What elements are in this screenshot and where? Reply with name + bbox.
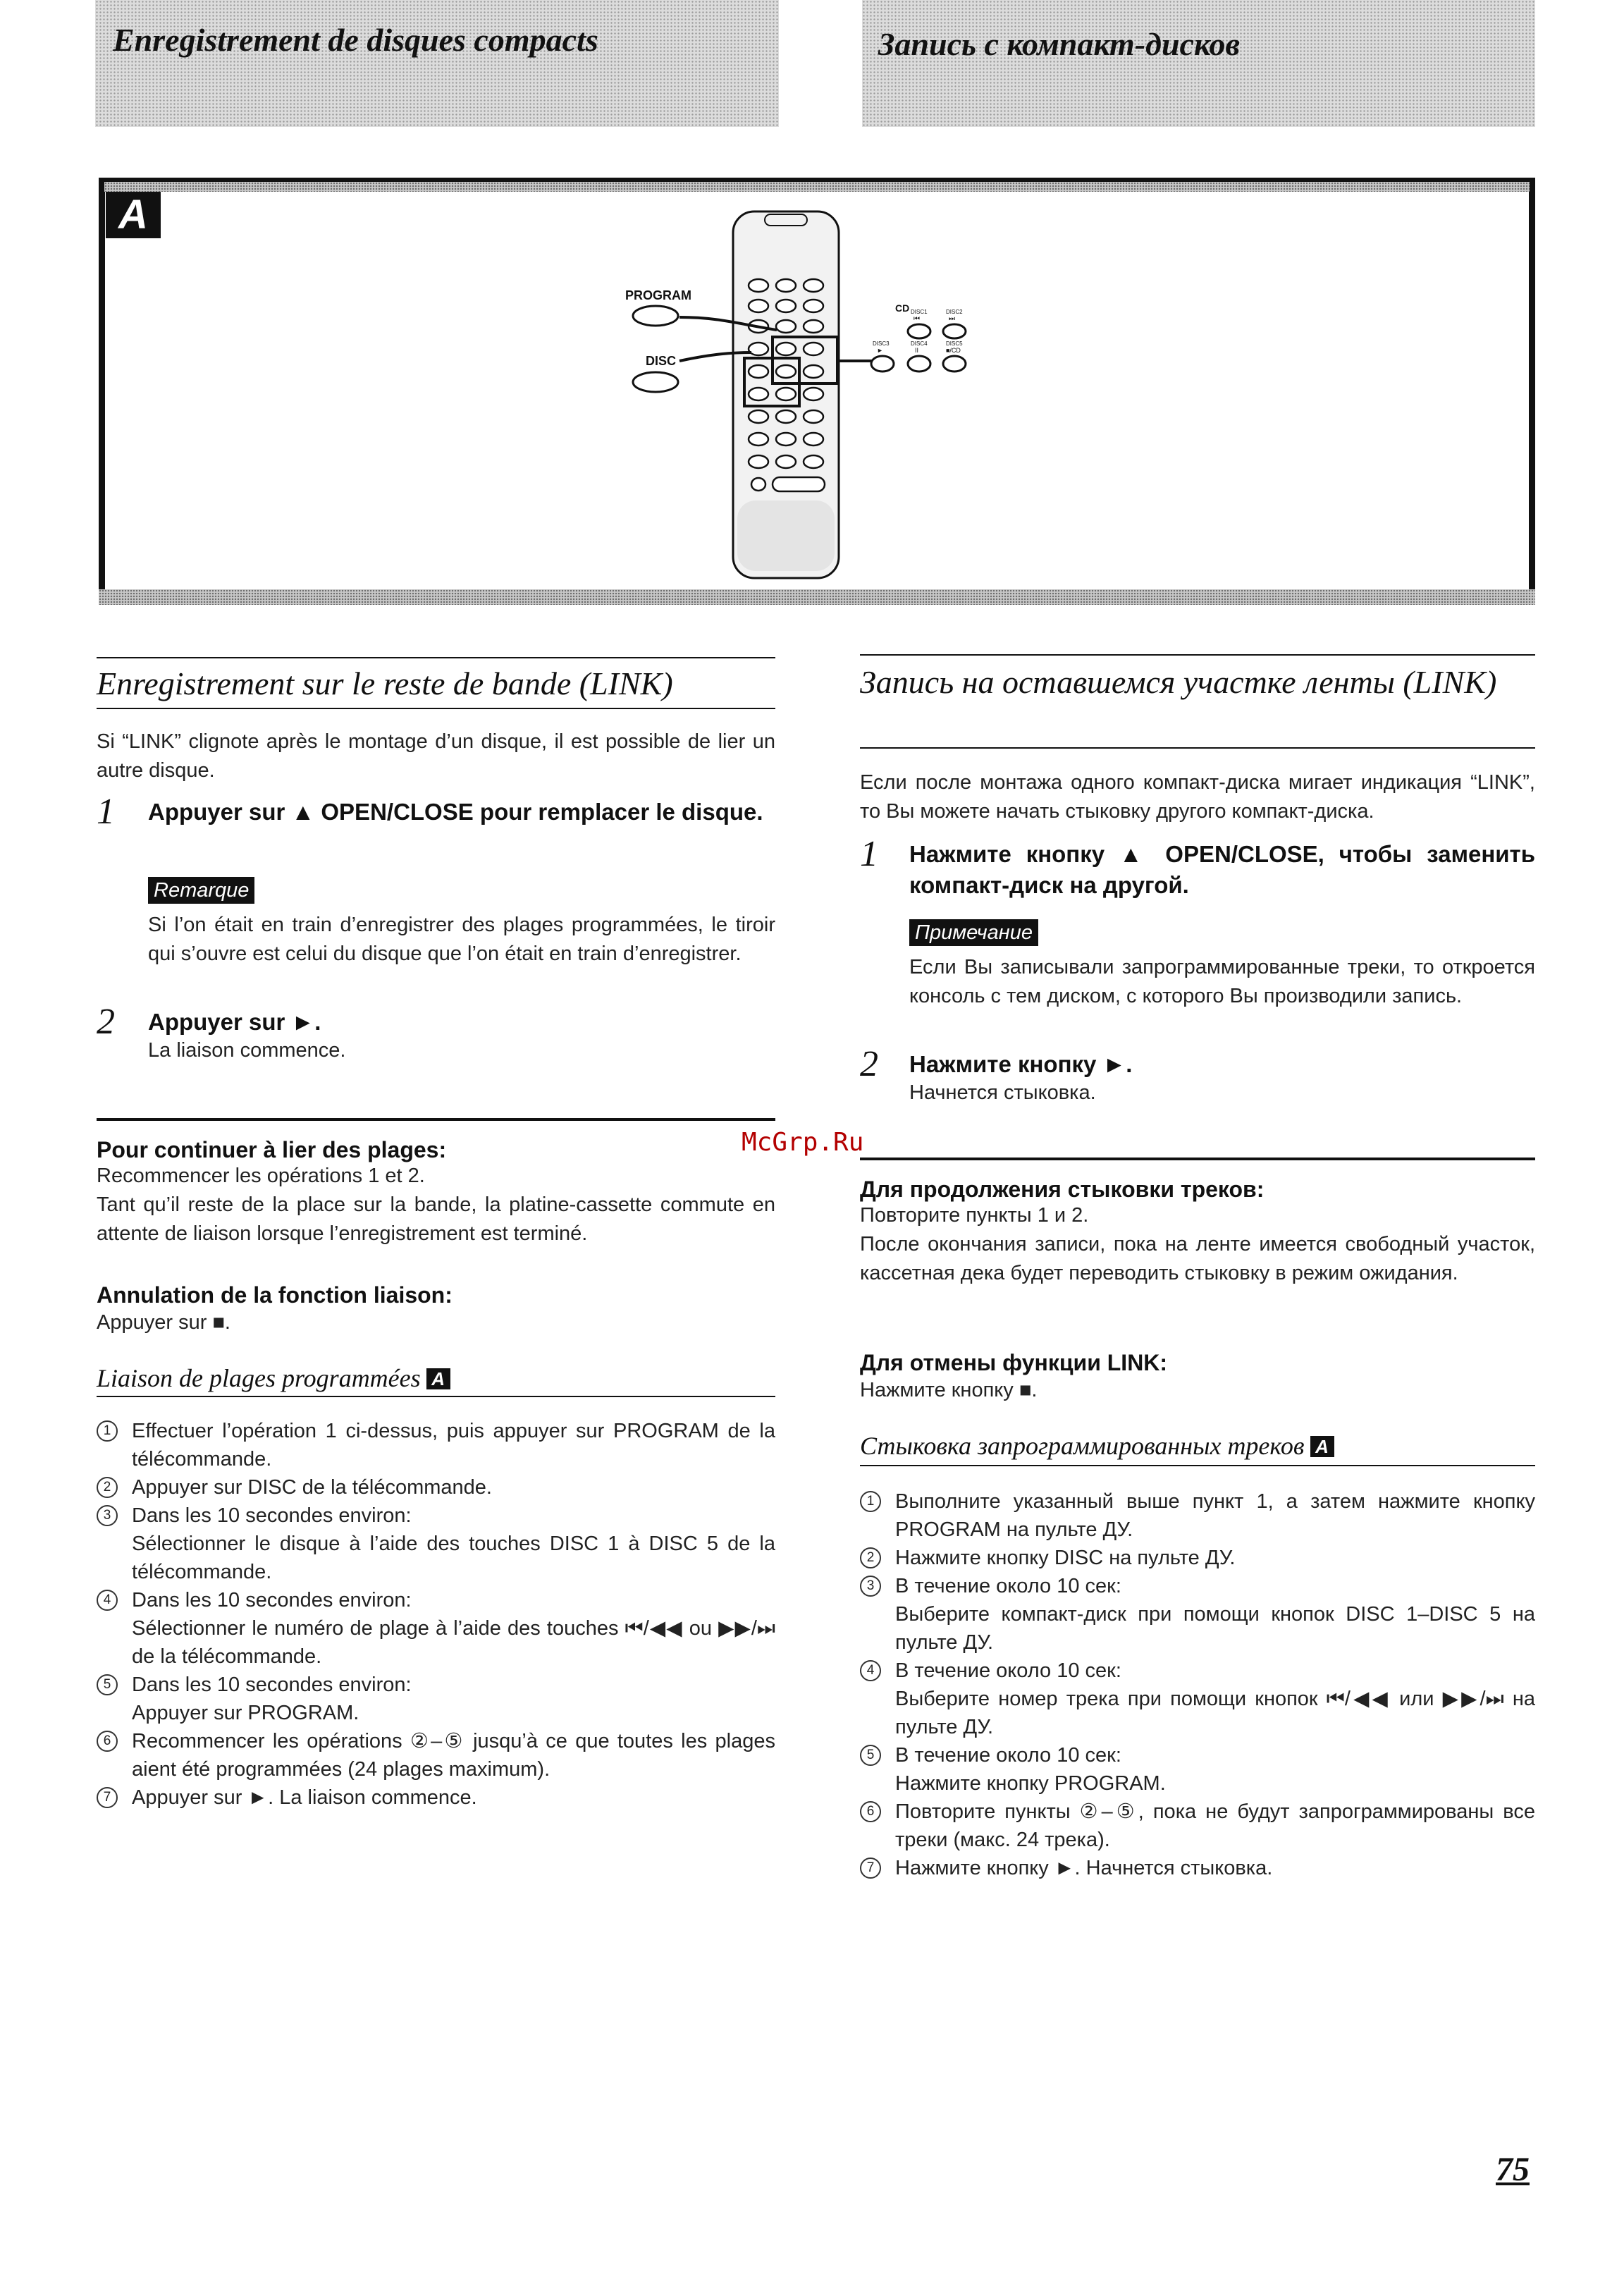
list-item-text: Выполните указанный выше пункт 1, а затем нажмите кнопку PROGRAM на пульте ДУ. — [895, 1490, 1535, 1541]
list-item-text: Appuyer sur ►. La liaison commence. — [132, 1786, 477, 1809]
ru-cancel-heading: Для отмены функции LINK: — [860, 1350, 1168, 1375]
skip-back-button — [908, 324, 930, 338]
svg-text:►: ► — [877, 347, 883, 354]
svg-text:II: II — [915, 347, 919, 354]
ru-step1-number: 1 — [860, 834, 878, 874]
list-item-text: В течение около 10 сек: — [895, 1744, 1121, 1767]
list-item-text: Dans les 10 secondes environ: — [132, 1674, 412, 1696]
list-item-number: 5 — [97, 1674, 118, 1695]
fr-title-rule-bottom — [97, 708, 775, 709]
list-item — [97, 1783, 775, 1812]
list-item-number: 7 — [97, 1787, 118, 1808]
svg-text:⏮: ⏮ — [914, 315, 920, 323]
list-item-text: Выберите номер трека при помощи кнопок ⏮/◀◀ или ▶▶/⏭ на пульте ДУ. — [895, 1688, 1535, 1738]
fr-continue-line2: Tant qu’il reste de la place sur la bande, la platine-cassette commute en attente de liaison lorsque l’enregistrement est terminé. — [97, 1193, 775, 1245]
list-item — [860, 1741, 1535, 1769]
list-item — [860, 1657, 1535, 1685]
list-item-text: Recommencer les opérations ②–⑤ jusqu’à ce que toutes les plages aient été programmées (24 plages maximum). — [132, 1730, 775, 1781]
page-number: 75 — [1496, 2151, 1530, 2188]
list-item — [97, 1502, 775, 1530]
list-item-text: Dans les 10 secondes environ: — [132, 1504, 412, 1527]
fr-rule-continue — [97, 1118, 775, 1121]
list-item — [97, 1614, 775, 1671]
fr-subsection-title-text: Liaison de plages programmées — [97, 1364, 421, 1392]
list-item-text: Sélectionner le numéro de plage à l’aide des touches ⏮/◀◀ ou ▶▶/⏭ de la télécommande. — [132, 1617, 775, 1668]
ru-note-label: Примечание — [909, 919, 1038, 946]
program-label: PROGRAM — [625, 288, 691, 302]
pause-button — [908, 356, 930, 372]
list-item-text: Нажмите кнопку PROGRAM. — [895, 1772, 1166, 1795]
list-item — [97, 1530, 775, 1586]
ru-step1-text: Нажмите кнопку ▲ OPEN/CLOSE, чтобы заменить компакт-диск на другой. — [909, 841, 1535, 898]
fr-note-text: Si l’on était en train d’enregistrer des plages programmées, le tiroir qui s’ouvre est celui du disque que l’on était en train d’enregistrer. — [148, 914, 775, 965]
fr-step2-sub: La liaison commence. — [148, 1039, 346, 1062]
fr-step1-number: 1 — [97, 792, 115, 832]
list-item-number: 6 — [860, 1801, 881, 1822]
fr-subsection-title — [97, 1362, 775, 1394]
play-button — [871, 356, 894, 372]
disc2-label: DISC2 — [946, 309, 963, 315]
remote-control-illustration — [606, 204, 1029, 585]
list-item — [97, 1699, 775, 1727]
ru-continue-line1: Повторите пункты 1 и 2. — [860, 1204, 1089, 1227]
list-item-number: 3 — [97, 1505, 118, 1526]
list-item — [860, 1544, 1535, 1572]
ru-section-title: Запись на оставшемся участке ленты (LINK) — [860, 664, 1497, 700]
fr-section-title: Enregistrement sur le reste de bande (LINK) — [97, 665, 673, 701]
list-item-number: 3 — [860, 1576, 881, 1597]
list-item — [860, 1572, 1535, 1600]
list-item-number: 6 — [97, 1731, 118, 1752]
list-item-number: 1 — [860, 1491, 881, 1512]
fr-step2-number: 2 — [97, 1002, 115, 1042]
fr-steps-list — [97, 1417, 775, 1812]
ru-step2-sub: Начнется стыковка. — [909, 1081, 1096, 1104]
list-item-number: 7 — [860, 1858, 881, 1879]
ru-subsection-badge: A — [1310, 1436, 1334, 1457]
list-item — [860, 1685, 1535, 1741]
ru-step2-number: 2 — [860, 1044, 878, 1084]
header-title-fr: Enregistrement de disques compacts — [113, 22, 598, 58]
header-title-ru: Запись с компакт-дисков — [878, 26, 1241, 62]
program-button — [633, 306, 678, 326]
ru-title-rule-bottom — [860, 747, 1535, 749]
fr-cancel-text: Appuyer sur ■. — [97, 1311, 230, 1334]
list-item-text: Dans les 10 secondes environ: — [132, 1589, 412, 1611]
ru-continue-heading: Для продолжения стыковки треков: — [860, 1177, 1265, 1202]
list-item — [860, 1798, 1535, 1854]
stop-cd-label: ■/CD — [946, 347, 961, 354]
disc4-label: DISC4 — [911, 340, 928, 347]
ru-rule-continue — [860, 1158, 1535, 1160]
list-item — [860, 1600, 1535, 1657]
list-item-text: Нажмите кнопку ►. Начнется стыковка. — [895, 1857, 1273, 1879]
fr-continue-heading: Pour continuer à lier des plages: — [97, 1137, 447, 1162]
list-item — [97, 1417, 775, 1473]
figure-frame-top-band — [104, 182, 1530, 192]
ru-step2-text: Нажмите кнопку ►. — [909, 1051, 1133, 1077]
list-item-number: 2 — [97, 1477, 118, 1498]
ru-steps-list — [860, 1487, 1535, 1882]
svg-text:⏭: ⏭ — [949, 315, 955, 323]
skip-forward-button — [943, 324, 966, 338]
header-band-right — [862, 0, 1535, 127]
list-item-text: Нажмите кнопку DISC на пульте ДУ. — [895, 1547, 1236, 1569]
ru-cancel-text: Нажмите кнопку ■. — [860, 1379, 1038, 1401]
ru-title-rule-top — [860, 654, 1535, 656]
watermark: McGrp.Ru — [742, 1128, 864, 1157]
ru-note-text: Если Вы записывали запрограммированные треки, то откроется консоль с тем диском, с которого Вы производили запись. — [909, 956, 1535, 1007]
list-item-number: 5 — [860, 1745, 881, 1766]
fr-title-rule-top — [97, 657, 775, 658]
figure-frame-bottom-band — [99, 589, 1535, 605]
disc3-label: DISC3 — [873, 340, 890, 347]
ru-subsection-title-text: Стыковка запрограммированных треков — [860, 1432, 1305, 1460]
fr-note-label: Remarque — [148, 877, 254, 904]
ru-intro: Если после монтажа одного компакт-диска мигает индикация “LINK”, то Вы можете начать стыковку другого компакт-диска. — [860, 771, 1535, 823]
figure-badge: A — [106, 192, 161, 238]
list-item-text: Sélectionner le disque à l’aide des touches DISC 1 à DISC 5 de la télécommande. — [132, 1533, 775, 1583]
fr-step2-text: Appuyer sur ►. — [148, 1009, 321, 1035]
list-item-number: 2 — [860, 1547, 881, 1568]
disc5-label: DISC5 — [946, 340, 963, 347]
header-band-left — [95, 0, 779, 127]
list-item-text: Выберите компакт-диск при помощи кнопок DISC 1–DISC 5 на пульте ДУ. — [895, 1603, 1535, 1654]
fr-subsection-badge: A — [426, 1368, 450, 1389]
list-item-text: В течение около 10 сек: — [895, 1659, 1121, 1682]
list-item — [97, 1671, 775, 1699]
ru-subsection-rule — [860, 1465, 1535, 1466]
list-item — [97, 1586, 775, 1614]
ru-subsection-title — [860, 1430, 1535, 1462]
list-item-number: 4 — [860, 1660, 881, 1681]
stop-button — [943, 356, 966, 372]
list-item — [97, 1473, 775, 1502]
list-item-number: 4 — [97, 1590, 118, 1611]
fr-cancel-heading: Annulation de la fonction liaison: — [97, 1282, 453, 1308]
disc-label: DISC — [646, 354, 677, 368]
list-item — [860, 1487, 1535, 1544]
ru-continue-line2: После окончания записи, пока на ленте имеется свободный участок, кассетная дека будет переводить стыковку в режим ожидания. — [860, 1233, 1535, 1284]
disc-button — [633, 372, 678, 392]
list-item — [860, 1769, 1535, 1798]
list-item — [97, 1727, 775, 1783]
fr-intro: Si “LINK” clignote après le montage d’un disque, il est possible de lier un autre disque. — [97, 730, 775, 782]
fr-continue-line1: Recommencer les opérations 1 et 2. — [97, 1165, 425, 1187]
list-item-text: Appuyer sur PROGRAM. — [132, 1702, 359, 1724]
list-item — [860, 1854, 1535, 1882]
list-item-number: 1 — [97, 1420, 118, 1442]
list-item-text: Appuyer sur DISC de la télécommande. — [132, 1476, 492, 1499]
list-item-text: Повторите пункты ②–⑤, пока не будут запрограммированы все треки (макс. 24 трека). — [895, 1800, 1535, 1851]
cd-label: CD — [895, 302, 910, 314]
list-item-text: В течение около 10 сек: — [895, 1575, 1121, 1597]
fr-step1-text: Appuyer sur ▲ OPEN/CLOSE pour remplacer le disque. — [148, 799, 763, 825]
disc1-label: DISC1 — [911, 309, 928, 315]
list-item-text: Effectuer l’opération 1 ci-dessus, puis appuyer sur PROGRAM de la télécommande. — [132, 1420, 775, 1471]
fr-subsection-rule — [97, 1396, 775, 1397]
